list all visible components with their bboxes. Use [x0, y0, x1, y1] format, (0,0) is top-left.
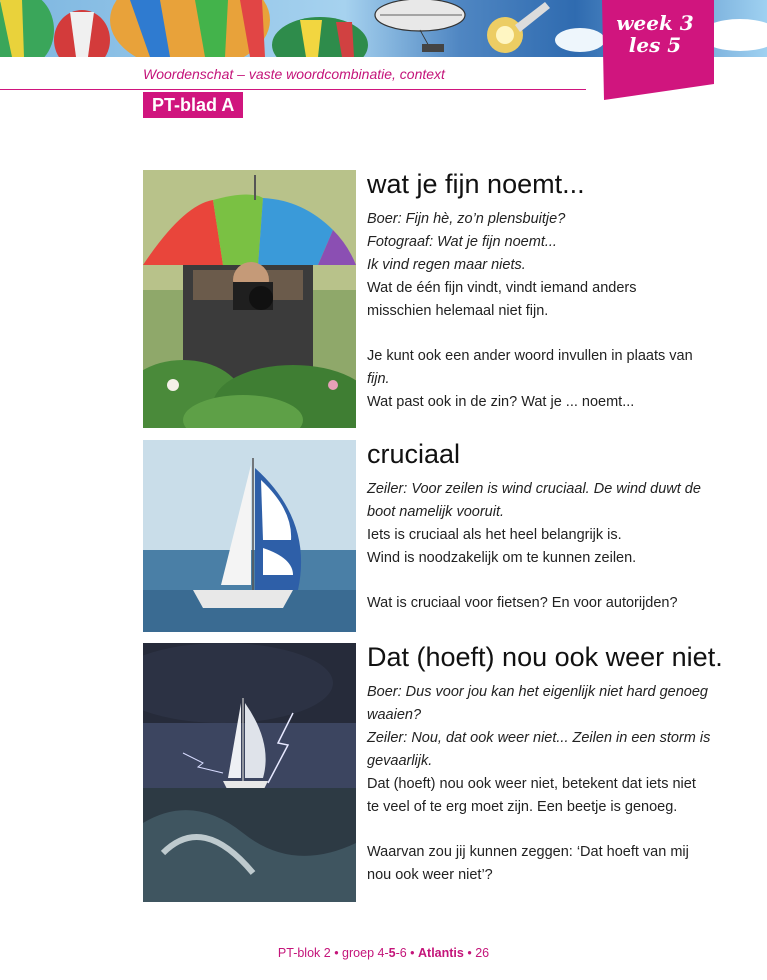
pt-blad-badge: PT-blad A: [143, 92, 243, 118]
dialogue-line: Fotograaf: Wat je fijn noemt...: [367, 234, 557, 250]
section-title: Dat (hoeft) nou ook weer niet.: [367, 642, 723, 672]
page-subtitle: Woordenschat – vaste woordcombinatie, context: [143, 66, 445, 82]
footer-block: PT-blok 2: [277, 946, 331, 960]
week-lesson-tag: [596, 0, 714, 100]
body-line: Dat (hoeft) nou ook weer niet, betekent dat iets niet: [367, 776, 696, 792]
body-line: Wat de één fijn vindt, vindt iemand anders: [367, 280, 637, 296]
body-line: Je kunt ook een ander woord invullen in plaats van: [367, 348, 693, 364]
body-line: te veel of te erg moet zijn. Een beetje is genoeg.: [367, 799, 678, 815]
dialogue-line: waaien?: [367, 707, 422, 723]
photographer-under-umbrella-photo: [143, 170, 356, 428]
footer-separator: •: [463, 946, 476, 960]
body-line: Wind is noodzakelijk om te kunnen zeilen.: [367, 550, 637, 566]
dialogue-line: Ik vind regen maar niets.: [367, 257, 526, 273]
dialogue-line: Boer: Dus voor jou kan het eigenlijk niet hard genoeg: [367, 684, 708, 700]
week-label: week 3: [616, 11, 694, 35]
dialogue-line: Zeiler: Voor zeilen is wind cruciaal. De wind duwt de: [367, 481, 701, 497]
footer-group: groep 4-: [342, 946, 389, 960]
footer-group-end: -6: [395, 946, 407, 960]
body-line: Iets is cruciaal als het heel belangrijk is.: [367, 527, 622, 543]
dialogue-line: Boer: Fijn hè, zo’n plensbuitje?: [367, 211, 566, 227]
section-cruciaal: [367, 438, 737, 615]
lesson-label: les 5: [628, 33, 682, 57]
question-line: Waarvan zou jij kunnen zeggen: ‘Dat hoeft van mij: [367, 844, 689, 860]
question-line: Wat is cruciaal voor fietsen? En voor autorijden?: [367, 595, 678, 611]
sailboat-in-storm-photo: [143, 643, 356, 902]
dialogue-line: boot namelijk vooruit.: [367, 504, 505, 520]
footer-brand: Atlantis: [418, 946, 464, 960]
question-line: nou ook weer niet’?: [367, 867, 493, 883]
body-line: misschien helemaal niet fijn.: [367, 303, 549, 319]
sailboat-photo: [143, 440, 356, 632]
dialogue-line: Zeiler: Nou, dat ook weer niet... Zeilen in een storm is: [367, 730, 711, 746]
question-line: Wat past ook in de zin? Wat je ... noemt...: [367, 394, 635, 410]
footer-separator: •: [406, 946, 419, 960]
page-footer: [0, 946, 767, 960]
section-title: wat je fijn noemt...: [367, 169, 585, 199]
body-line: fijn.: [367, 371, 390, 387]
section-wat-je-fijn-noemt: [367, 168, 737, 414]
section-title: cruciaal: [367, 439, 461, 469]
footer-separator: •: [330, 946, 343, 960]
section-dat-hoeft-nou-ook-weer-niet: [367, 641, 737, 887]
header-divider: [0, 89, 586, 90]
footer-group-current: 5: [388, 946, 396, 960]
page-number: 26: [475, 946, 490, 960]
dialogue-line: gevaarlijk.: [367, 753, 433, 769]
